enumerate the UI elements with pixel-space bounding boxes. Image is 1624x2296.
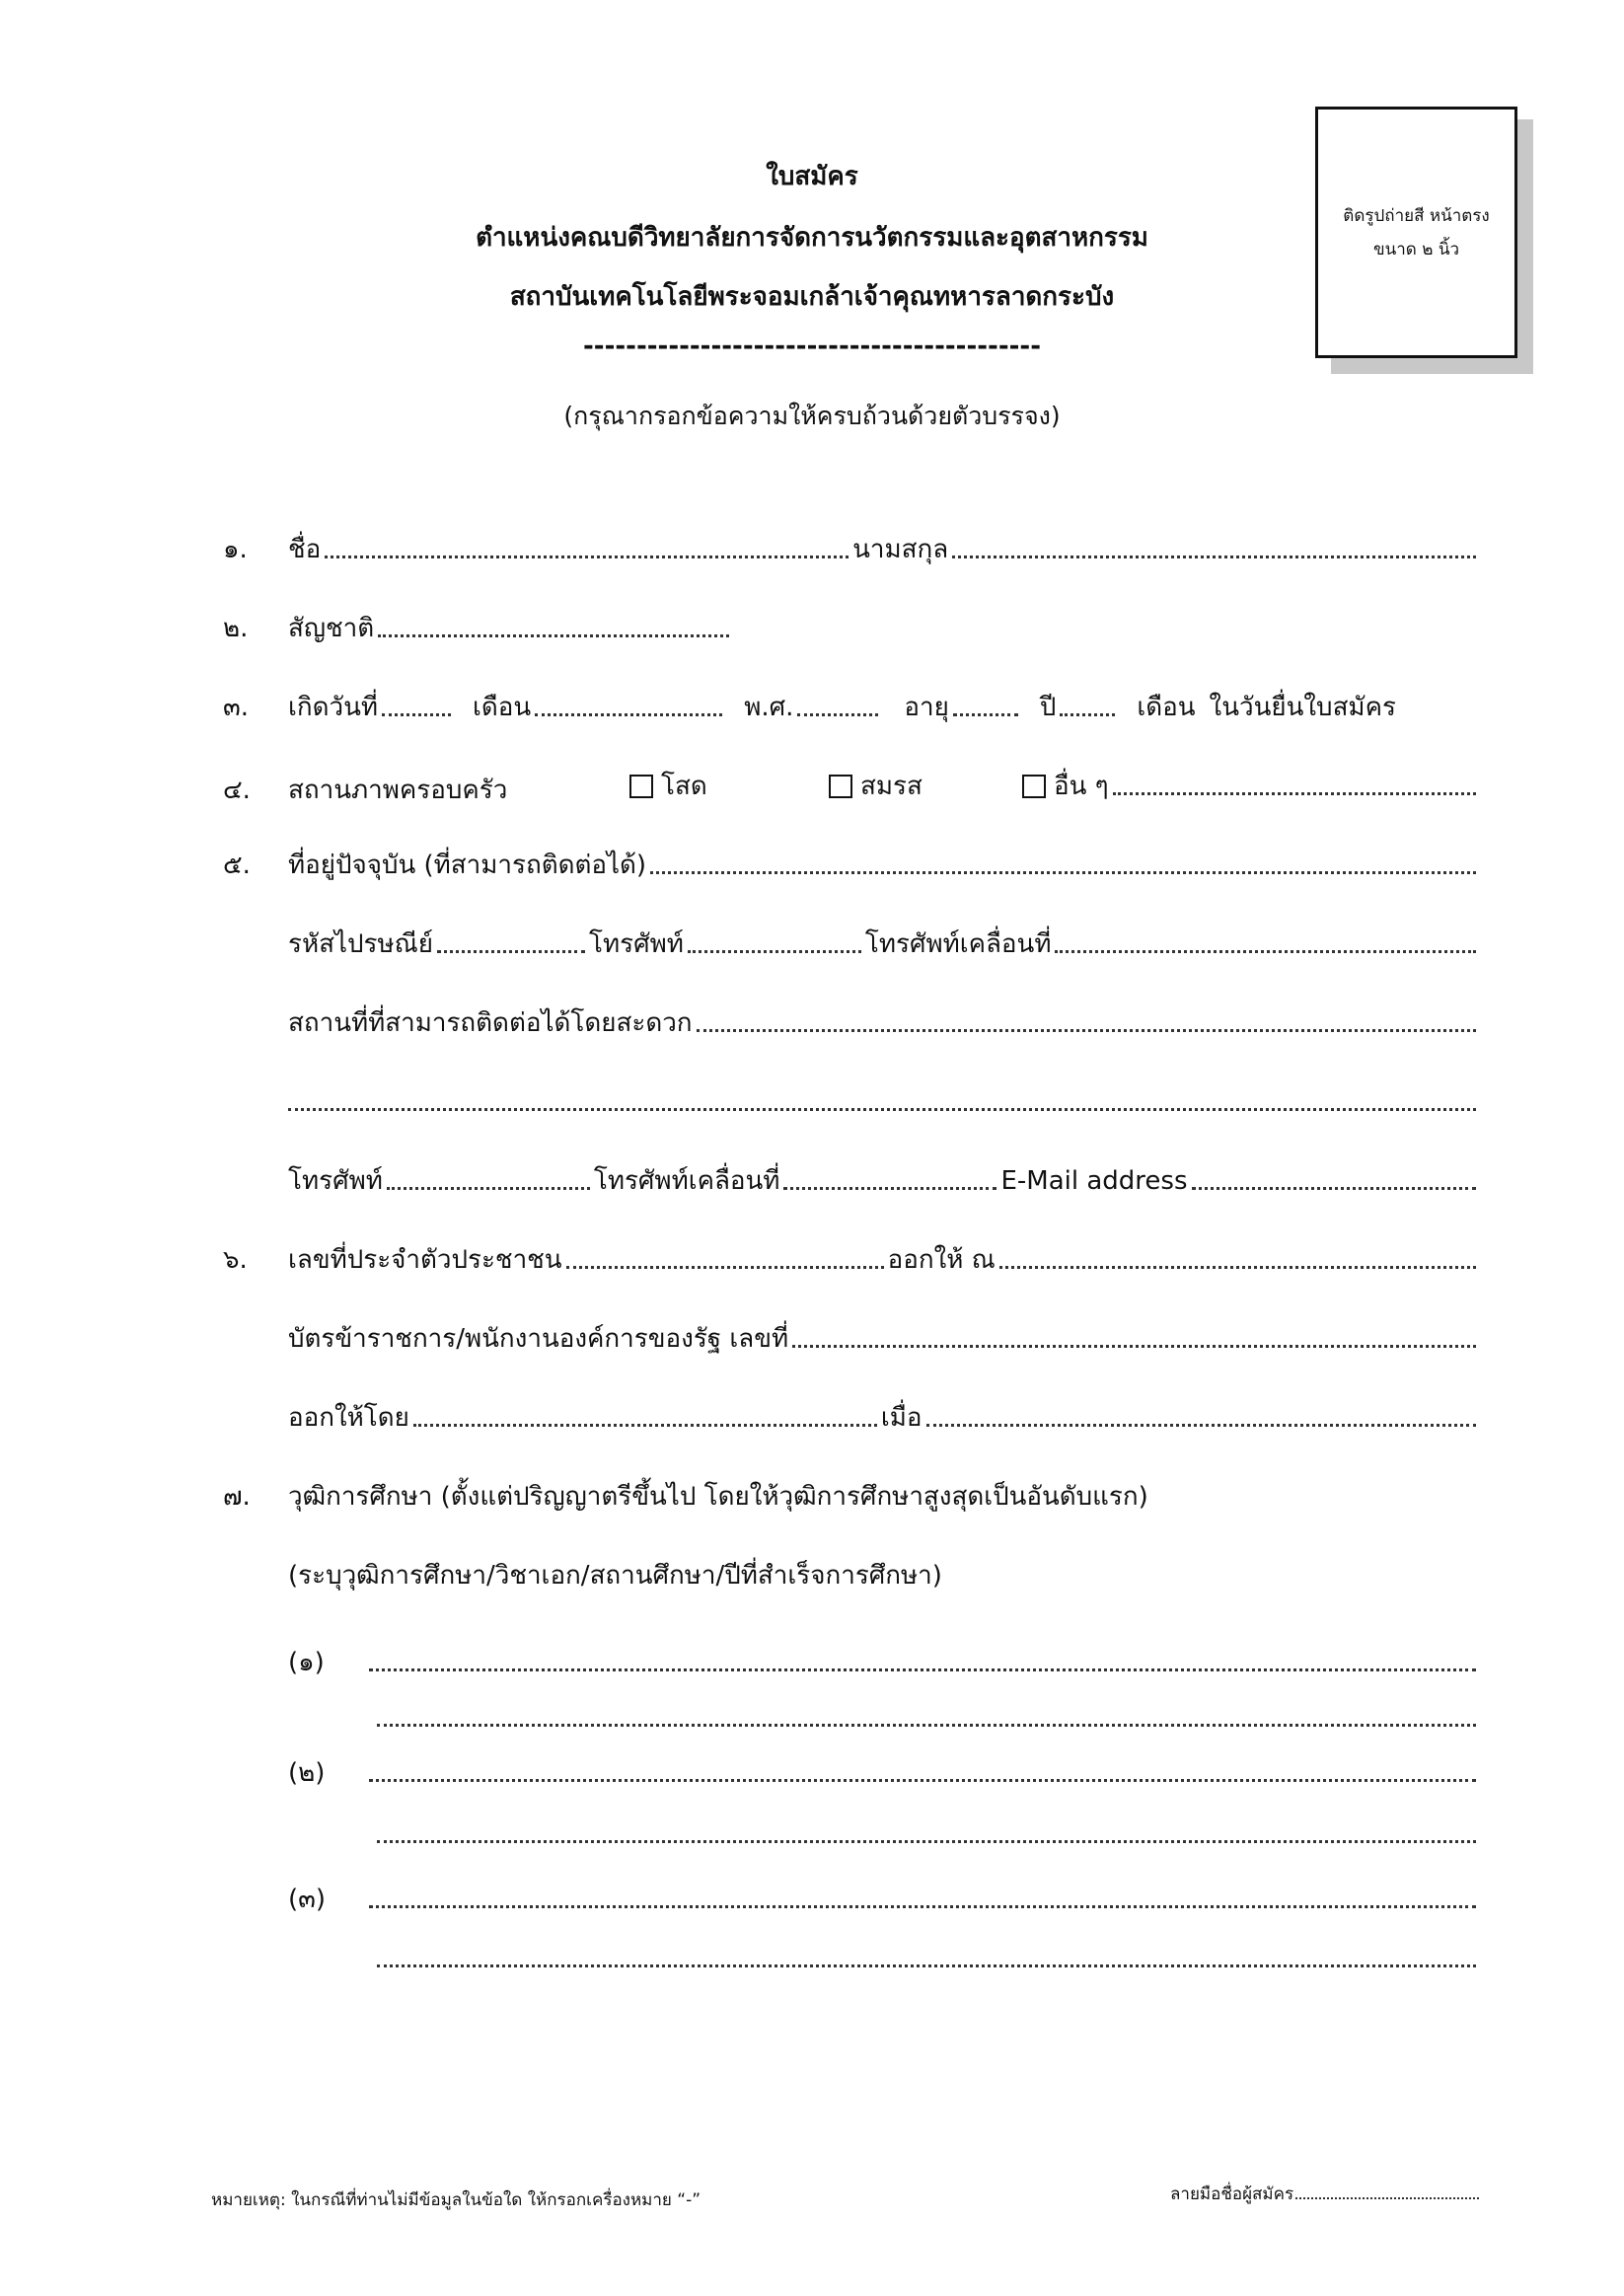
education-entry-1-line2: [377, 1697, 1480, 1737]
contact-phone-label: โทรศัพท์: [288, 1166, 383, 1196]
phone-label: โทรศัพท์: [589, 929, 684, 959]
item-7-row: [223, 1476, 1480, 1516]
signature-label: ลายมือชื่อผู้สมัคร: [1170, 2185, 1294, 2204]
issued-by-row: [288, 1397, 1480, 1437]
education-label: วุฒิการศึกษา (ตั้งแต่ปริญญาตรีขึ้นไป โดยให้วุฒิการศึกษาสูงสุดเป็นอันดับแรก): [288, 1482, 1148, 1512]
id-number-field[interactable]: [566, 1246, 884, 1269]
postcode-row: [288, 924, 1480, 963]
contact-place-field-2[interactable]: [288, 1088, 1476, 1111]
education-entry-2: [288, 1752, 1480, 1792]
checkbox[interactable]: [629, 775, 653, 798]
contact-phone-row: [288, 1160, 1480, 1200]
birth-year-field[interactable]: [797, 694, 878, 716]
education-field-1b[interactable]: [377, 1704, 1476, 1727]
footer-note: หมายเหตุ: ในกรณีที่ท่านไม่มีข้อมูลในข้อใด ให้กรอกเครื่องหมาย “-”: [211, 2190, 701, 2210]
item-number: ๖.: [223, 1245, 248, 1275]
on-application-date-label: ในวันยื่นใบสมัคร: [1209, 693, 1396, 722]
age-label: อายุ: [904, 693, 949, 722]
position-title: ตำแหน่งคณบดีวิทยาลัยการจัดการนวัตกรรมและอุตสาหกรรม: [476, 223, 1148, 253]
birth-month-field[interactable]: [535, 694, 722, 716]
issued-by-label: ออกให้โดย: [288, 1403, 409, 1433]
education-field-1a[interactable]: [369, 1649, 1476, 1671]
item-number: ๗.: [223, 1482, 251, 1512]
education-field-2b[interactable]: [377, 1820, 1476, 1843]
education-entry-3-line2: [377, 1938, 1480, 1977]
education-field-2a[interactable]: [369, 1759, 1476, 1782]
email-label: E-Mail address: [1000, 1166, 1188, 1196]
item-number: ๔.: [223, 775, 251, 805]
education-hint: (ระบุวุฒิการศึกษา/วิชาเอก/สถานศึกษา/ปีที่สำเร็จการศึกษา): [288, 1561, 942, 1591]
item-1-row: [223, 529, 1480, 568]
contact-mobile-field[interactable]: [783, 1167, 997, 1190]
other-status-field[interactable]: [1113, 773, 1476, 795]
item-number: ๒.: [223, 614, 249, 643]
surname-field[interactable]: [952, 536, 1476, 558]
marital-status-label: สถานภาพครอบครัว: [288, 775, 508, 805]
photo-size: ขนาด ๒ นิ้ว: [1372, 239, 1459, 259]
entry-number: (๓): [288, 1885, 327, 1914]
married-option[interactable]: [829, 766, 1022, 806]
form-title: ใบสมัคร: [766, 162, 858, 191]
education-field-3a[interactable]: [369, 1886, 1476, 1908]
contact-place-field[interactable]: [697, 1009, 1476, 1032]
address-field[interactable]: [650, 852, 1476, 874]
signature-field[interactable]: [1295, 2182, 1479, 2199]
instruction-text: (กรุณากรอกข้อความให้ครบถ้วนด้วยตัวบรรจง): [563, 402, 1061, 430]
issued-at-field[interactable]: [999, 1246, 1476, 1269]
phone-field[interactable]: [688, 930, 861, 953]
birth-day-field[interactable]: [382, 694, 451, 716]
birth-day-label: เกิดวันที่: [288, 693, 379, 722]
education-entry-2-line2: [377, 1814, 1480, 1853]
contact-mobile-label: โทรศัพท์เคลื่อนที่: [593, 1166, 780, 1196]
name-field[interactable]: [325, 536, 849, 558]
item-6-row: [223, 1239, 1480, 1279]
email-field[interactable]: [1192, 1167, 1477, 1190]
education-entry-3: [288, 1879, 1480, 1918]
gov-card-row: [288, 1318, 1480, 1358]
years-label: ปี: [1039, 693, 1057, 722]
item-number: ๓.: [223, 693, 250, 722]
entry-number: (๒): [288, 1758, 326, 1788]
gov-card-field[interactable]: [792, 1325, 1476, 1348]
contact-place-row-2: [288, 1081, 1480, 1121]
other-label: อื่น ๆ: [1054, 772, 1109, 801]
contact-place-label: สถานที่ที่สามารถติดต่อได้โดยสะดวก: [288, 1008, 693, 1038]
months-label: เดือน: [1137, 693, 1196, 722]
education-entry-1: [288, 1642, 1480, 1681]
header-separator: -------------------------------------------: [582, 332, 1041, 361]
name-label: ชื่อ: [288, 535, 322, 564]
gov-card-label: บัตรข้าราชการ/พนักงานองค์การของรัฐ เลขที่: [288, 1324, 789, 1354]
single-label: โสด: [661, 772, 707, 801]
contact-phone-field[interactable]: [387, 1167, 590, 1190]
issued-by-field[interactable]: [413, 1404, 877, 1427]
entry-number: (๑): [288, 1648, 325, 1677]
mobile-field[interactable]: [1055, 930, 1476, 953]
item-2-row: [223, 608, 1480, 647]
other-option[interactable]: [1022, 766, 1109, 806]
postcode-label: รหัสไปรษณีย์: [288, 929, 434, 959]
single-option[interactable]: [629, 766, 829, 806]
checkbox[interactable]: [829, 775, 852, 798]
id-number-label: เลขที่ประจำตัวประชาชน: [288, 1245, 562, 1275]
nationality-label: สัญชาติ: [288, 614, 375, 643]
signature-line: [1170, 2181, 1479, 2207]
education-hint-row: [288, 1555, 1480, 1594]
age-years-field[interactable]: [953, 694, 1018, 716]
issue-date-label: เมื่อ: [880, 1403, 923, 1433]
issue-date-field[interactable]: [926, 1404, 1476, 1427]
education-field-3b[interactable]: [377, 1945, 1476, 1967]
surname-label: นามสกุล: [852, 535, 949, 564]
photo-instruction: ติดรูปถ่ายสี หน้าตรง: [1343, 205, 1490, 226]
postcode-field[interactable]: [437, 930, 585, 953]
address-label: ที่อยู่ปัจจุบัน (ที่สามารถติดต่อได้): [288, 851, 647, 880]
item-3-row: [223, 687, 1480, 726]
birth-month-label: เดือน: [473, 693, 532, 722]
issued-at-label: ออกให้ ณ: [887, 1245, 996, 1275]
nationality-field[interactable]: [378, 615, 729, 637]
item-number: ๕.: [223, 851, 251, 880]
birth-year-label: พ.ศ.: [744, 693, 794, 722]
mobile-label: โทรศัพท์เคลื่อนที่: [864, 929, 1052, 959]
married-label: สมรส: [860, 772, 923, 801]
item-4-row: [223, 766, 1480, 805]
item-number: ๑.: [223, 535, 248, 564]
contact-place-row: [288, 1002, 1480, 1042]
checkbox[interactable]: [1022, 775, 1046, 798]
institute-name: สถาบันเทคโนโลยีพระจอมเกล้าเจ้าคุณทหารลาดกระบัง: [509, 282, 1115, 312]
age-months-field[interactable]: [1060, 694, 1115, 716]
item-5-row: [223, 845, 1480, 884]
